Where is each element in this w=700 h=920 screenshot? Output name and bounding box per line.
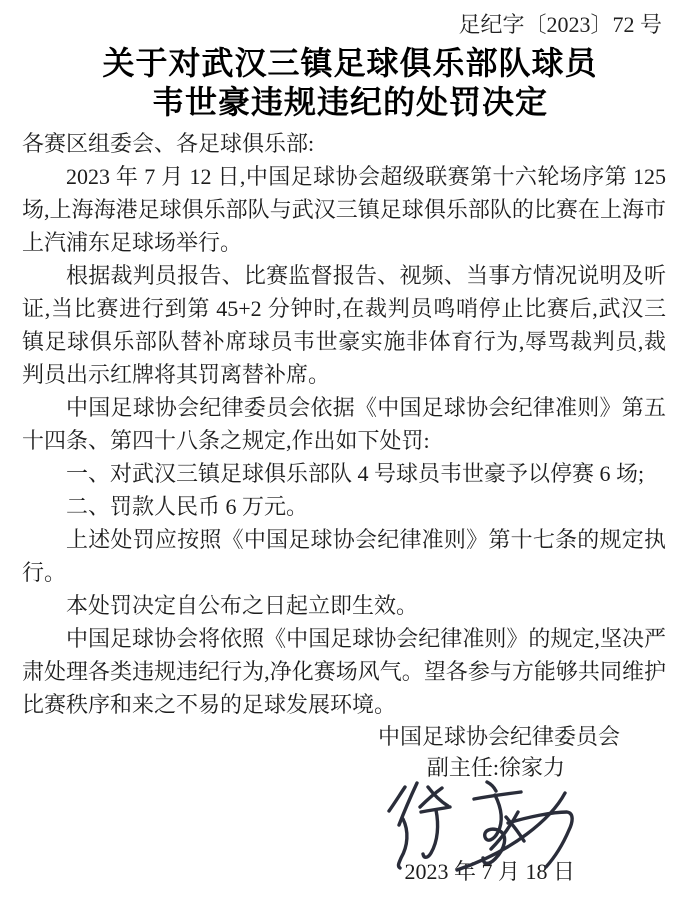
title-line-2: 韦世豪违规违纪的处罚决定 bbox=[151, 84, 548, 120]
paragraph: 中国足球协会将依照《中国足球协会纪律准则》的规定,坚决严肃处理各类违规违纪行为,净化赛场风气。望各参与方能够共同维护比赛秩序和来之不易的足球发展环境。 bbox=[22, 626, 666, 717]
doc-number: 足纪字〔2023〕72 号 bbox=[458, 12, 662, 37]
signature-area bbox=[0, 783, 700, 857]
paragraph: 根据裁判员报告、比赛监督报告、视频、当事方情况说明及听证,当比赛进行到第 45+2 分钟时,在裁判员鸣哨停止比赛后,武汉三镇足球俱乐部队替补席球员韦世豪实施非体育行为,辱骂裁判员,裁判员出示红牌将其罚离替补席。 bbox=[22, 263, 666, 387]
paragraph-penalty-item-2: 二、罚款人民币 6 万元。 bbox=[66, 494, 309, 519]
salutation: 各赛区组委会、各足球俱乐部: bbox=[22, 131, 315, 156]
document-body bbox=[22, 160, 666, 721]
paragraph: 本处罚决定自公布之日起立即生效。 bbox=[66, 593, 419, 618]
paragraph: 中国足球协会纪律委员会依据《中国足球协会纪律准则》第五十四条、第四十八条之规定,作出如下处罚: bbox=[22, 395, 666, 453]
document-date: 2023 年 7 月 18 日 bbox=[404, 859, 575, 884]
title-line-1: 关于对武汉三镇足球俱乐部队球员 bbox=[102, 45, 598, 81]
paragraph: 上述处罚应按照《中国足球协会纪律准则》第十七条的规定执行。 bbox=[22, 527, 666, 585]
signature-image bbox=[383, 777, 598, 872]
paragraph-penalty-item-1: 一、对武汉三镇足球俱乐部队 4 号球员韦世豪予以停赛 6 场; bbox=[66, 461, 645, 486]
signoff-signer-title: 副主任:徐家力 bbox=[426, 755, 565, 780]
signoff-organization: 中国足球协会纪律委员会 bbox=[377, 724, 620, 749]
document-title bbox=[30, 44, 670, 122]
paragraph: 2023 年 7 月 12 日,中国足球协会超级联赛第十六轮场序第 125 场,上海海港足球俱乐部队与武汉三镇足球俱乐部队的比赛在上海市上汽浦东足球场举行。 bbox=[22, 164, 666, 255]
signoff-block bbox=[0, 721, 700, 783]
